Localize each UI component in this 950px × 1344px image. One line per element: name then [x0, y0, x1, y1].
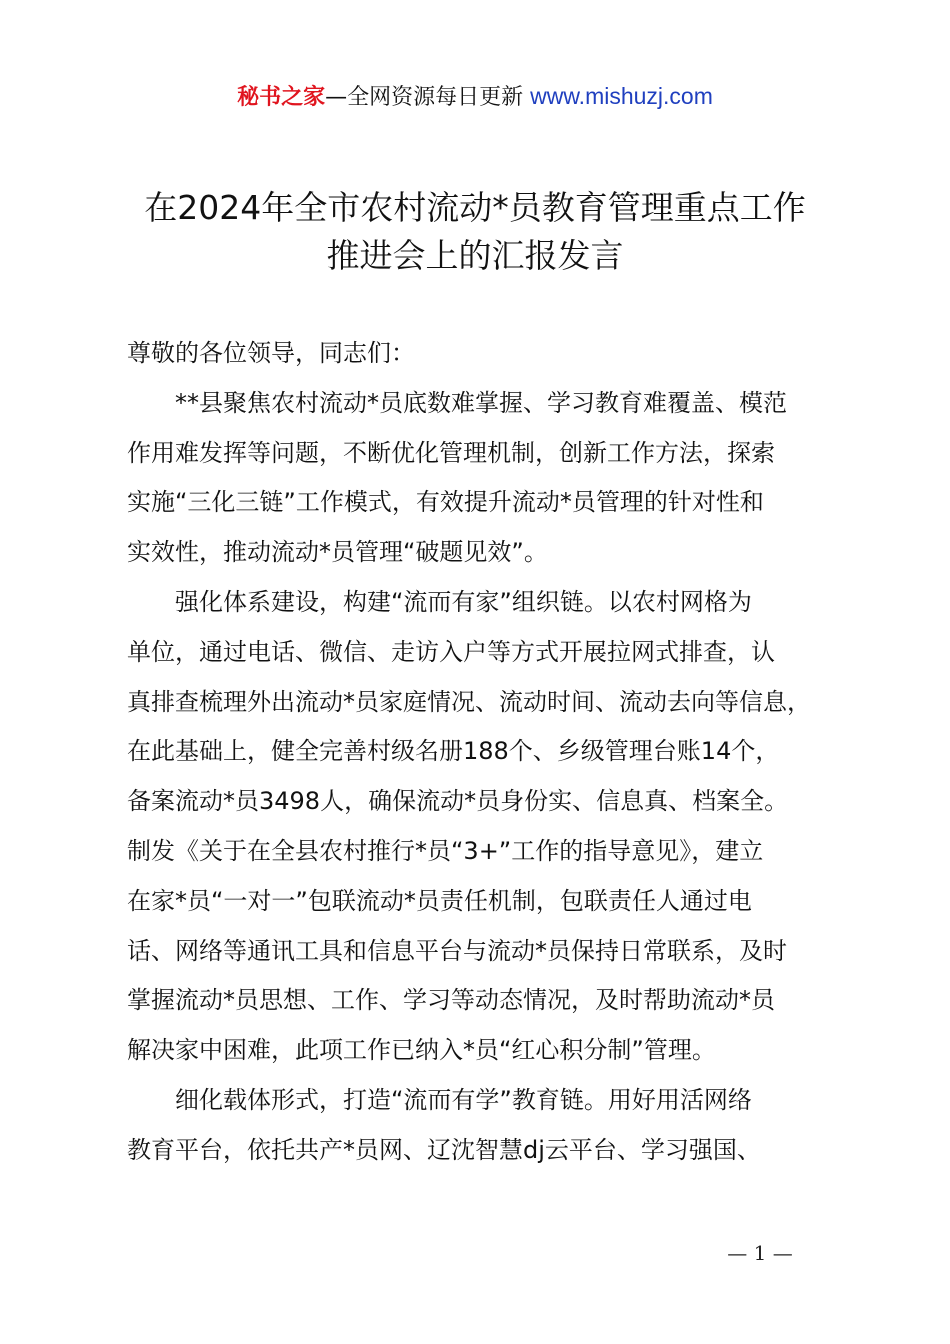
body-line: 教育平台，依托共产*员网、辽沈智慧dj云平台、学习强国、: [127, 1135, 761, 1164]
title-line-1: 在2024年全市农村流动*员教育管理重点工作: [144, 188, 806, 227]
body-line: 实施“三化三链”工作模式，有效提升流动*员管理的针对性和: [127, 488, 764, 517]
body-line: 真排查梳理外出流动*员家庭情况、流动时间、流动去向等信息，: [127, 687, 811, 716]
site-url[interactable]: www.mishuzj.com: [530, 83, 713, 109]
site-brand: 秘书之家: [237, 85, 326, 110]
body-line: **县聚焦农村流动*员底数难掌握、学习教育难覆盖、模范: [127, 388, 787, 417]
site-tagline: —全网资源每日更新: [325, 85, 524, 110]
body-line: 在家*员“一对一”包联流动*员责任机制，包联责任人通过电: [127, 886, 752, 915]
body-line: 强化体系建设，构建“流而有家”组织链。以农村网格为: [127, 587, 752, 616]
body-line: 实效性，推动流动*员管理“破题见效”。: [127, 538, 548, 567]
body-line: 在此基础上，健全完善村级名册188个、乡级管理台账14个，: [127, 737, 780, 766]
title-line-2: 推进会上的汇报发言: [326, 236, 624, 275]
site-header: [0, 80, 950, 114]
page-number: — 1 —: [727, 1241, 793, 1265]
body-line: 话、网络等通讯工具和信息平台与流动*员保持日常联系，及时: [127, 936, 787, 965]
body-line: 细化载体形式，打造“流而有学”教育链。用好用活网络: [127, 1085, 752, 1114]
body-line: 作用难发挥等问题，不断优化管理机制，创新工作方法，探索: [127, 438, 775, 467]
salutation: 尊敬的各位领导，同志们：: [127, 339, 415, 367]
body-line: 掌握流动*员思想、工作、学习等动态情况，及时帮助流动*员: [127, 986, 775, 1015]
body-line: 单位，通过电话、微信、走访入户等方式开展拉网式排查，认: [127, 637, 775, 666]
body-line: 制发《关于在全县农村推行*员“3+”工作的指导意见》，建立: [127, 836, 764, 865]
document-title: [100, 184, 850, 280]
body-line: 备案流动*员3498人，确保流动*员身份实、信息真、档案全。: [127, 787, 789, 816]
body-line: 解决家中困难，此项工作已纳入*员“红心积分制”管理。: [127, 1036, 716, 1065]
document-body: [127, 329, 832, 1176]
